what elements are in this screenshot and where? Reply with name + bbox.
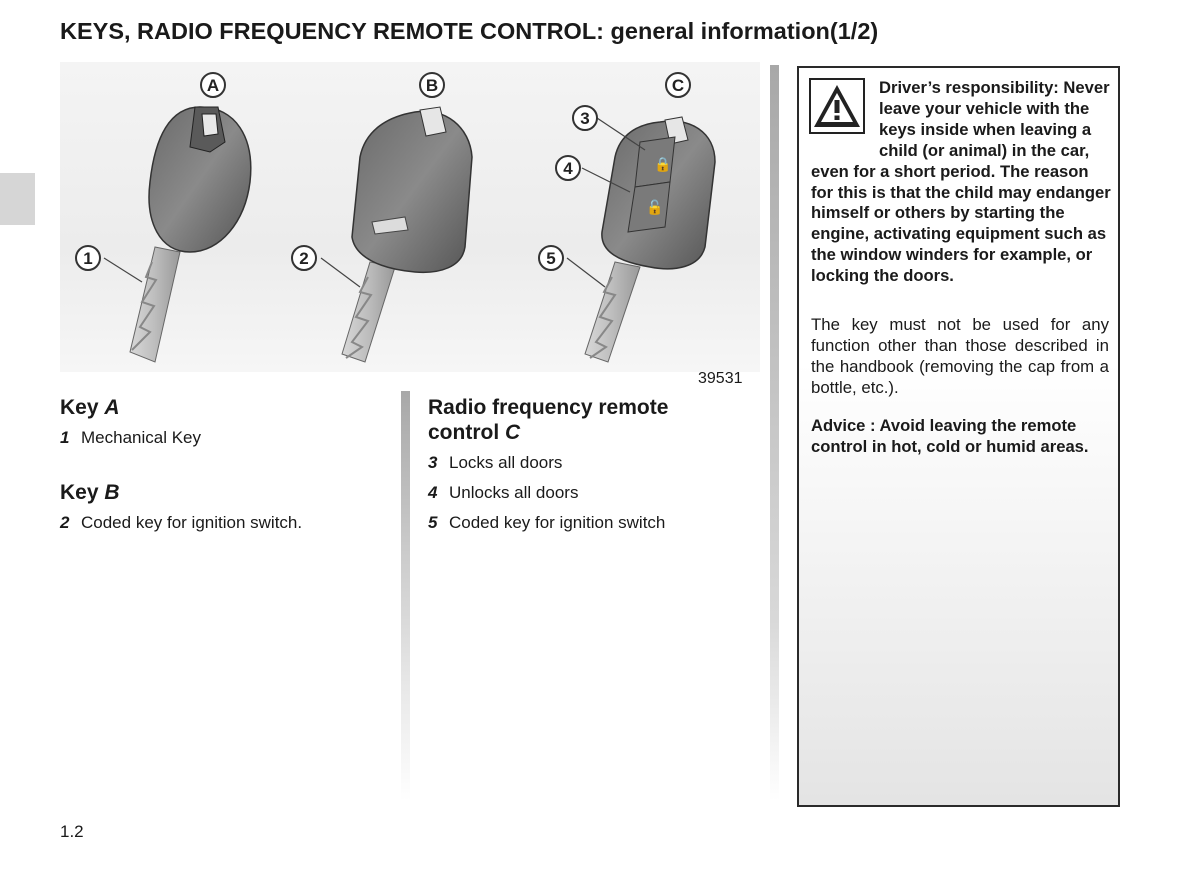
illustration-reference: 39531	[698, 370, 743, 387]
key-a-drawing	[130, 107, 251, 362]
callout-3	[573, 106, 597, 130]
list-item: 4 Unlocks all doors	[428, 483, 579, 502]
key-b-heading: Key B	[60, 481, 120, 504]
svg-text:4: 4	[563, 159, 573, 178]
remote-c-heading: Radio frequency remote control C	[428, 396, 669, 444]
callout-2	[292, 246, 316, 270]
advice-text: Advice : Avoid leaving the remote control in hot, cold or humid areas.	[811, 416, 1089, 456]
svg-text:5: 5	[546, 249, 556, 268]
key-b-drawing	[342, 107, 472, 362]
svg-text:2: 2	[299, 249, 309, 268]
svg-text:🔒: 🔒	[654, 156, 672, 172]
section-tab	[0, 173, 35, 225]
svg-text:3: 3	[580, 109, 590, 128]
keys-drawing	[60, 62, 760, 372]
key-label-a	[201, 73, 225, 97]
svg-text:C: C	[671, 76, 685, 95]
svg-text:B: B	[425, 76, 439, 95]
list-item: 2 Coded key for ignition switch.	[60, 513, 303, 532]
body-text: The key must not be used for any function other than those described in the handbook (removing the cap from a bottle, etc.).	[811, 315, 1109, 397]
key-label-c	[666, 73, 690, 97]
callout-5	[539, 246, 563, 270]
list-item: 5 Coded key for ignition switch	[428, 513, 666, 532]
list-item: 3 Locks all doors	[428, 453, 563, 472]
callout-1	[76, 246, 100, 270]
column-divider	[401, 391, 410, 801]
page-number: 1.2	[60, 822, 84, 841]
callout-4	[556, 156, 580, 180]
list-item: 1 Mechanical Key	[60, 428, 202, 447]
page-title: KEYS, RADIO FREQUENCY REMOTE CONTROL: general information(1/2)	[60, 18, 879, 44]
svg-text:A: A	[206, 76, 220, 95]
keys-illustration	[60, 62, 760, 372]
warning-box	[797, 66, 1120, 807]
svg-text:🔓: 🔓	[646, 199, 664, 215]
key-a-heading: Key A	[60, 396, 120, 419]
key-c-drawing	[585, 117, 715, 362]
key-label-b	[420, 73, 444, 97]
column-divider	[770, 65, 779, 801]
warning-text: Driver’s responsibility: Never leave your vehicle with the keys inside when leaving a child (or animal) in the car, even for a short period. The reason for this is that the child may endanger himself or others by starting the engine, activating equipment such as the window winders for example, or locking the doors.	[811, 78, 1111, 286]
svg-text:1: 1	[83, 249, 93, 268]
